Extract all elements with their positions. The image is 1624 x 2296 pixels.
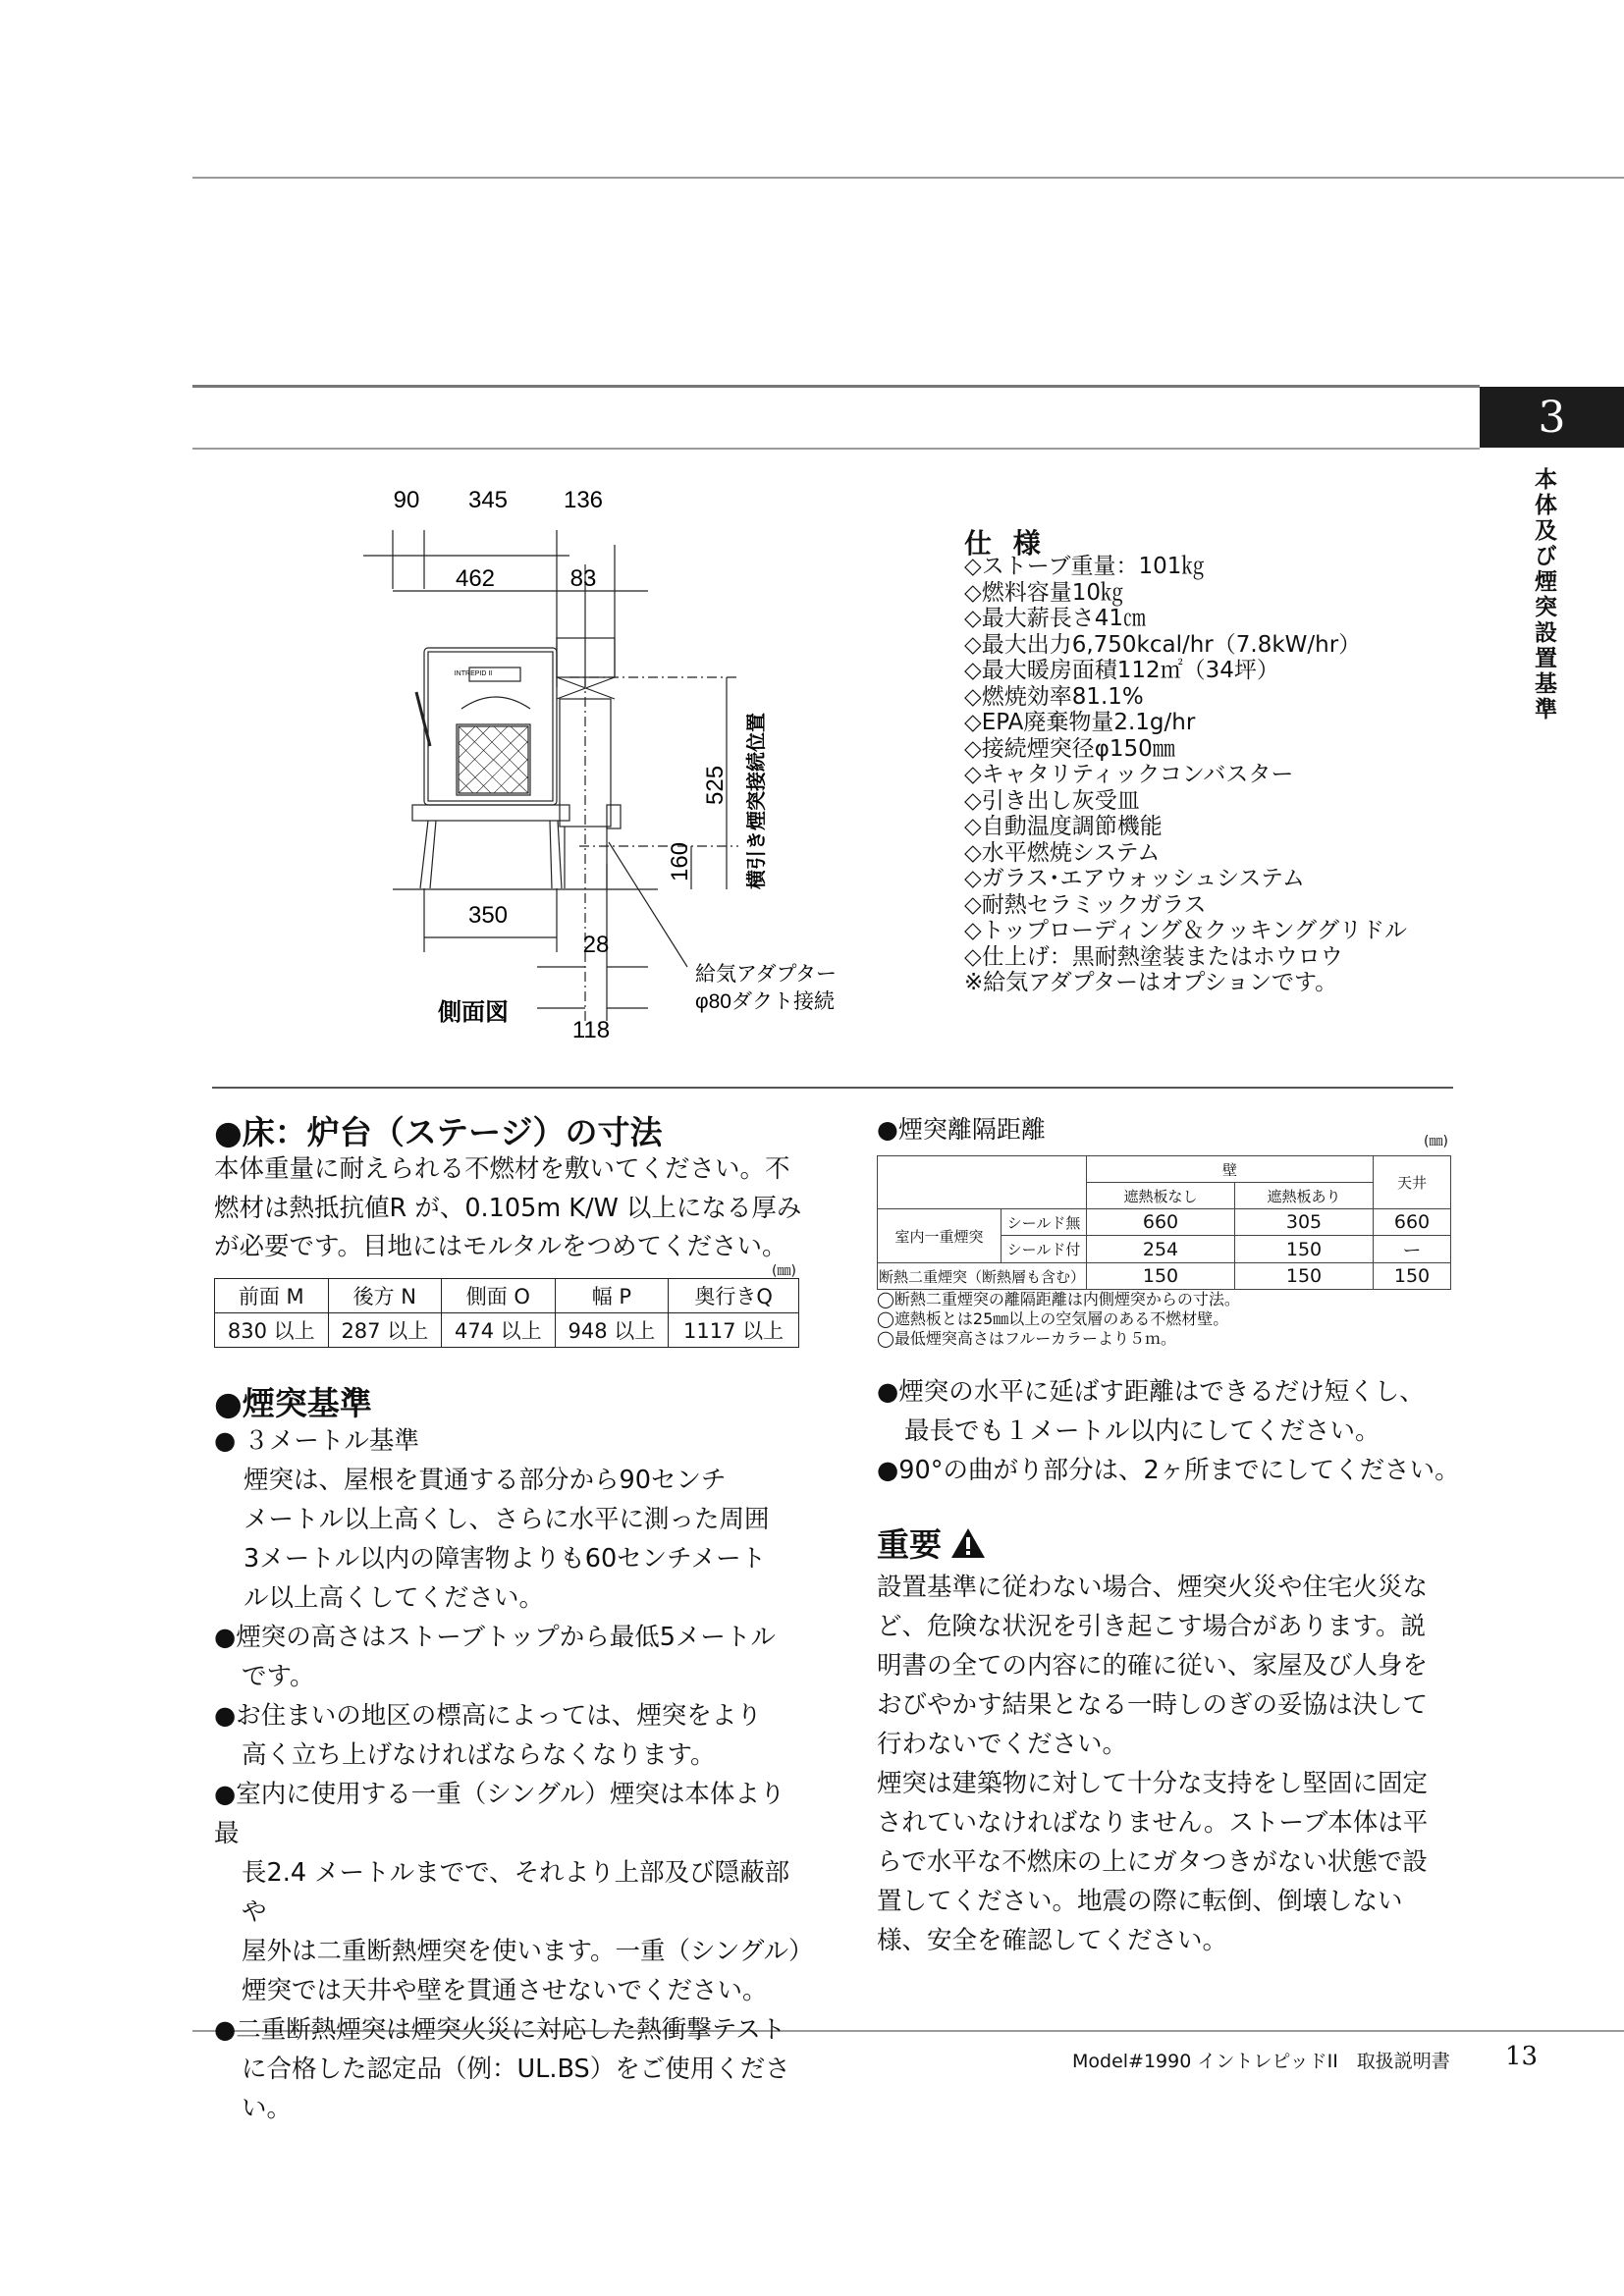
spec-item: ◇耐熱セラミックガラス [964, 891, 1207, 918]
table-header: 側面 O [442, 1279, 556, 1313]
table-row [878, 1263, 1451, 1290]
spec-item: ◇仕上げ：黒耐熱塗装またはホウロウ [964, 943, 1343, 970]
right-bullets [877, 1372, 1466, 1490]
spec-note: ※給気アダプターはオプションです。 [964, 970, 1338, 995]
row-label: 室内一重煙突 [878, 1209, 1001, 1263]
spec-list [964, 554, 1407, 996]
footer-model: Model#1990 イントレピッドII 取扱説明書 [1072, 2051, 1450, 2072]
note-line: ◯断熱二重煙突の離隔距離は内側煙突からの寸法。 [877, 1290, 1240, 1308]
floor-table [214, 1278, 799, 1348]
model-plate: INTREPID II [454, 670, 493, 677]
important-line: 様、安全を確認してください。 [877, 1926, 1228, 1955]
important-line: らで水平な不燃床の上にガタつきがない状態で設 [877, 1847, 1428, 1877]
important-title: 重要 [877, 1525, 942, 1564]
table-row [878, 1209, 1451, 1236]
spec-item: ◇燃料容量10㎏ [964, 579, 1123, 606]
page-number: 13 [1505, 2042, 1539, 2071]
dim-136: 136 [563, 487, 604, 513]
table-corner [878, 1156, 1087, 1209]
table-cell: 150 [1235, 1263, 1374, 1290]
table-header: 前面 M [215, 1279, 329, 1313]
dim-160: 160 [667, 841, 693, 881]
spec-item: ◇トップローディング＆クッキンググリドル [964, 918, 1408, 943]
table-cell: 150 [1374, 1263, 1451, 1290]
chimney-std-list [214, 1421, 814, 2128]
spec-item: ◇ストーブ重量：101㎏ [964, 554, 1205, 579]
spec-item: ◇引き出し灰受皿 [964, 787, 1140, 814]
list-item [214, 1461, 803, 1618]
dim-28: 28 [582, 932, 610, 958]
table-cell: 287 以上 [328, 1313, 442, 1348]
table-header: 遮熱板あり [1235, 1183, 1374, 1209]
floor-unit: (㎜) [772, 1263, 796, 1279]
important-heading [877, 1520, 987, 1566]
list-line: ●二重断熱煙突は煙突火災に対応した熱衝撃テスト [214, 2015, 786, 2045]
diagram-caption: 側面図 [438, 999, 509, 1026]
list-item [214, 1421, 803, 1461]
important-line: 設置基準に従わない場合、煙突火災や住宅火災な [877, 1573, 1429, 1602]
spec-item: ◇最大暖房面積112㎡（34坪） [964, 658, 1279, 683]
list-line: ●煙突の水平に延ばす距離はできるだけ短くし、 [877, 1377, 1425, 1407]
important-line: おびやかす結果となる一時しのぎの妥協は決して [877, 1690, 1429, 1720]
warning-icon [949, 1526, 987, 1560]
clearance-unit: (㎜) [1424, 1134, 1448, 1149]
list-line: ● ３メートル基準 [214, 1426, 419, 1456]
list-item [214, 2010, 803, 2128]
table-cell: 474 以上 [442, 1313, 556, 1348]
important-line: ど、危険な状況を引き起こす場合があります。説 [877, 1612, 1426, 1641]
spec-item: ◇自動温度調節機能 [964, 814, 1163, 839]
list-line: ●室内に使用する一重（シングル）煙突は本体より最 [214, 1780, 785, 1848]
list-line: 長2.4 メートルまでで、それより上部及び隠蔽部や [242, 1858, 790, 1927]
table-header: 奥行きQ [669, 1279, 799, 1313]
row-label: 断熱二重煙突（断熱層も含む） [878, 1263, 1087, 1290]
list-item [214, 1775, 814, 2010]
spec-item: ◇キャタリティックコンバスター [964, 762, 1294, 787]
list-line: ●煙突の高さはストーブトップから最低5メートル [214, 1623, 776, 1652]
adapter-duct-label: φ80ダクト接続 [695, 990, 835, 1013]
list-line: 煙突では天井や壁を貫通させないでください。 [242, 1976, 768, 2005]
table-cell: 660 [1087, 1209, 1235, 1236]
side-view-diagram [353, 481, 864, 1050]
table-header: 天井 [1374, 1156, 1451, 1209]
list-line: 3メートル以内の障害物よりも60センチメート [244, 1544, 767, 1574]
spec-item: ◇燃焼効率81.1% [964, 683, 1144, 710]
note-line: ◯最低煙突高さはフルーカラーより５ｍ。 [877, 1329, 1176, 1348]
dim-345: 345 [467, 487, 509, 513]
floor-text [214, 1150, 801, 1267]
clearance-table [877, 1155, 1451, 1290]
table-header: 後方 N [328, 1279, 442, 1313]
table-cell: 948 以上 [555, 1313, 669, 1348]
important-text [877, 1568, 1428, 1960]
spec-item: ◇水平燃焼システム [964, 839, 1161, 866]
table-header: 遮熱板なし [1087, 1183, 1235, 1209]
list-line: ●お住まいの地区の標高によっては、煙突をより [214, 1701, 762, 1731]
dim-525: 525 [702, 765, 729, 805]
table-cell: 830 以上 [215, 1313, 329, 1348]
table-row [215, 1313, 799, 1348]
floor-heading: ●床：炉台（ステージ）の寸法 [214, 1113, 663, 1151]
chimney-std-heading: ●煙突基準 [214, 1384, 372, 1422]
clearance-heading: ●煙突離隔距離 [877, 1115, 1046, 1144]
section-rule [192, 385, 1480, 388]
row-sublabel: シールド付 [1001, 1236, 1087, 1263]
table-header: 壁 [1087, 1156, 1374, 1183]
clearance-notes [877, 1290, 1240, 1349]
important-line: 置してください。地震の際に転倒、倒壊しない [877, 1887, 1403, 1916]
row-sublabel: シールド無 [1001, 1209, 1087, 1236]
dim-83: 83 [569, 565, 597, 592]
list-line: です。 [242, 1662, 315, 1691]
top-rule [192, 177, 1624, 179]
adapter-label: 給気アダプター [695, 963, 838, 986]
list-item [214, 1618, 803, 1696]
dim-350: 350 [467, 902, 509, 929]
list-line: ●90°の曲がり部分は、2ヶ所までにしてください。 [877, 1456, 1460, 1485]
important-line: 行わないでください。 [877, 1730, 1128, 1759]
floor-line: 本体重量に耐えられる不燃材を敷いてください。不 [214, 1154, 790, 1184]
list-line: 高く立ち上げなければならなくなります。 [242, 1740, 716, 1770]
important-line: されていなければなりません。ストーブ本体は平 [877, 1808, 1429, 1838]
note-line: ◯遮熱板とは25㎜以上の空気層のある不燃材壁。 [877, 1309, 1229, 1328]
table-cell: 150 [1235, 1236, 1374, 1263]
vertical-label: 横引き煙突接続位置 [746, 713, 768, 889]
list-item [214, 1696, 803, 1775]
spec-item: ◇EPA廃棄物量2.1g/hr [964, 710, 1196, 735]
important-line: 煙突は建築物に対して十分な支持をし堅固に固定 [877, 1769, 1429, 1798]
table-cell: 254 [1087, 1236, 1235, 1263]
dim-90: 90 [393, 487, 420, 513]
table-header: 幅 P [555, 1279, 669, 1313]
dim-462: 462 [455, 565, 496, 592]
list-line: メートル以上高くし、さらに水平に測った周囲 [244, 1505, 770, 1534]
chapter-number: 3 [1480, 387, 1624, 448]
list-line: ル以上高くしてください。 [244, 1583, 545, 1613]
floor-line: が必要です。目地にはモルタルをつめてください。 [214, 1232, 787, 1261]
list-line: 煙突は、屋根を貫通する部分から90センチ [244, 1466, 727, 1495]
chapter-title: 本体及び煙突設置基準 [1531, 467, 1557, 722]
spec-item: ◇最大出力6,750kcal/hr（7.8kW/hr） [964, 631, 1362, 658]
list-line: 最長でも１メートル以内にしてください。 [904, 1416, 1380, 1446]
spec-title: 仕 様 [964, 527, 1047, 560]
important-line: 明書の全ての内容に的確に従い、家屋及び人身を [877, 1651, 1429, 1681]
list-line: に合格した認定品（例：UL.BS）をご使用ください。 [242, 2055, 790, 2123]
table-header-row [215, 1279, 799, 1313]
table-cell: ー [1374, 1236, 1451, 1263]
dim-118: 118 [571, 1017, 611, 1043]
table-cell: 150 [1087, 1263, 1235, 1290]
content-divider [212, 1087, 1453, 1089]
spec-item: ◇最大薪長さ41㎝ [964, 606, 1146, 631]
spec-item: ◇接続煙突径φ150㎜ [964, 735, 1175, 762]
table-cell: 1117 以上 [669, 1313, 799, 1348]
spec-item: ◇ガラス･エアウォッシュシステム [964, 866, 1305, 891]
section-rule-lower [192, 448, 1480, 450]
table-cell: 305 [1235, 1209, 1374, 1236]
list-line: 屋外は二重断熱煙突を使います。一重（シングル） [242, 1937, 814, 1966]
floor-line: 燃材は熱抵抗値R が、0.105m K/W 以上になる厚み [214, 1193, 802, 1223]
table-cell: 660 [1374, 1209, 1451, 1236]
